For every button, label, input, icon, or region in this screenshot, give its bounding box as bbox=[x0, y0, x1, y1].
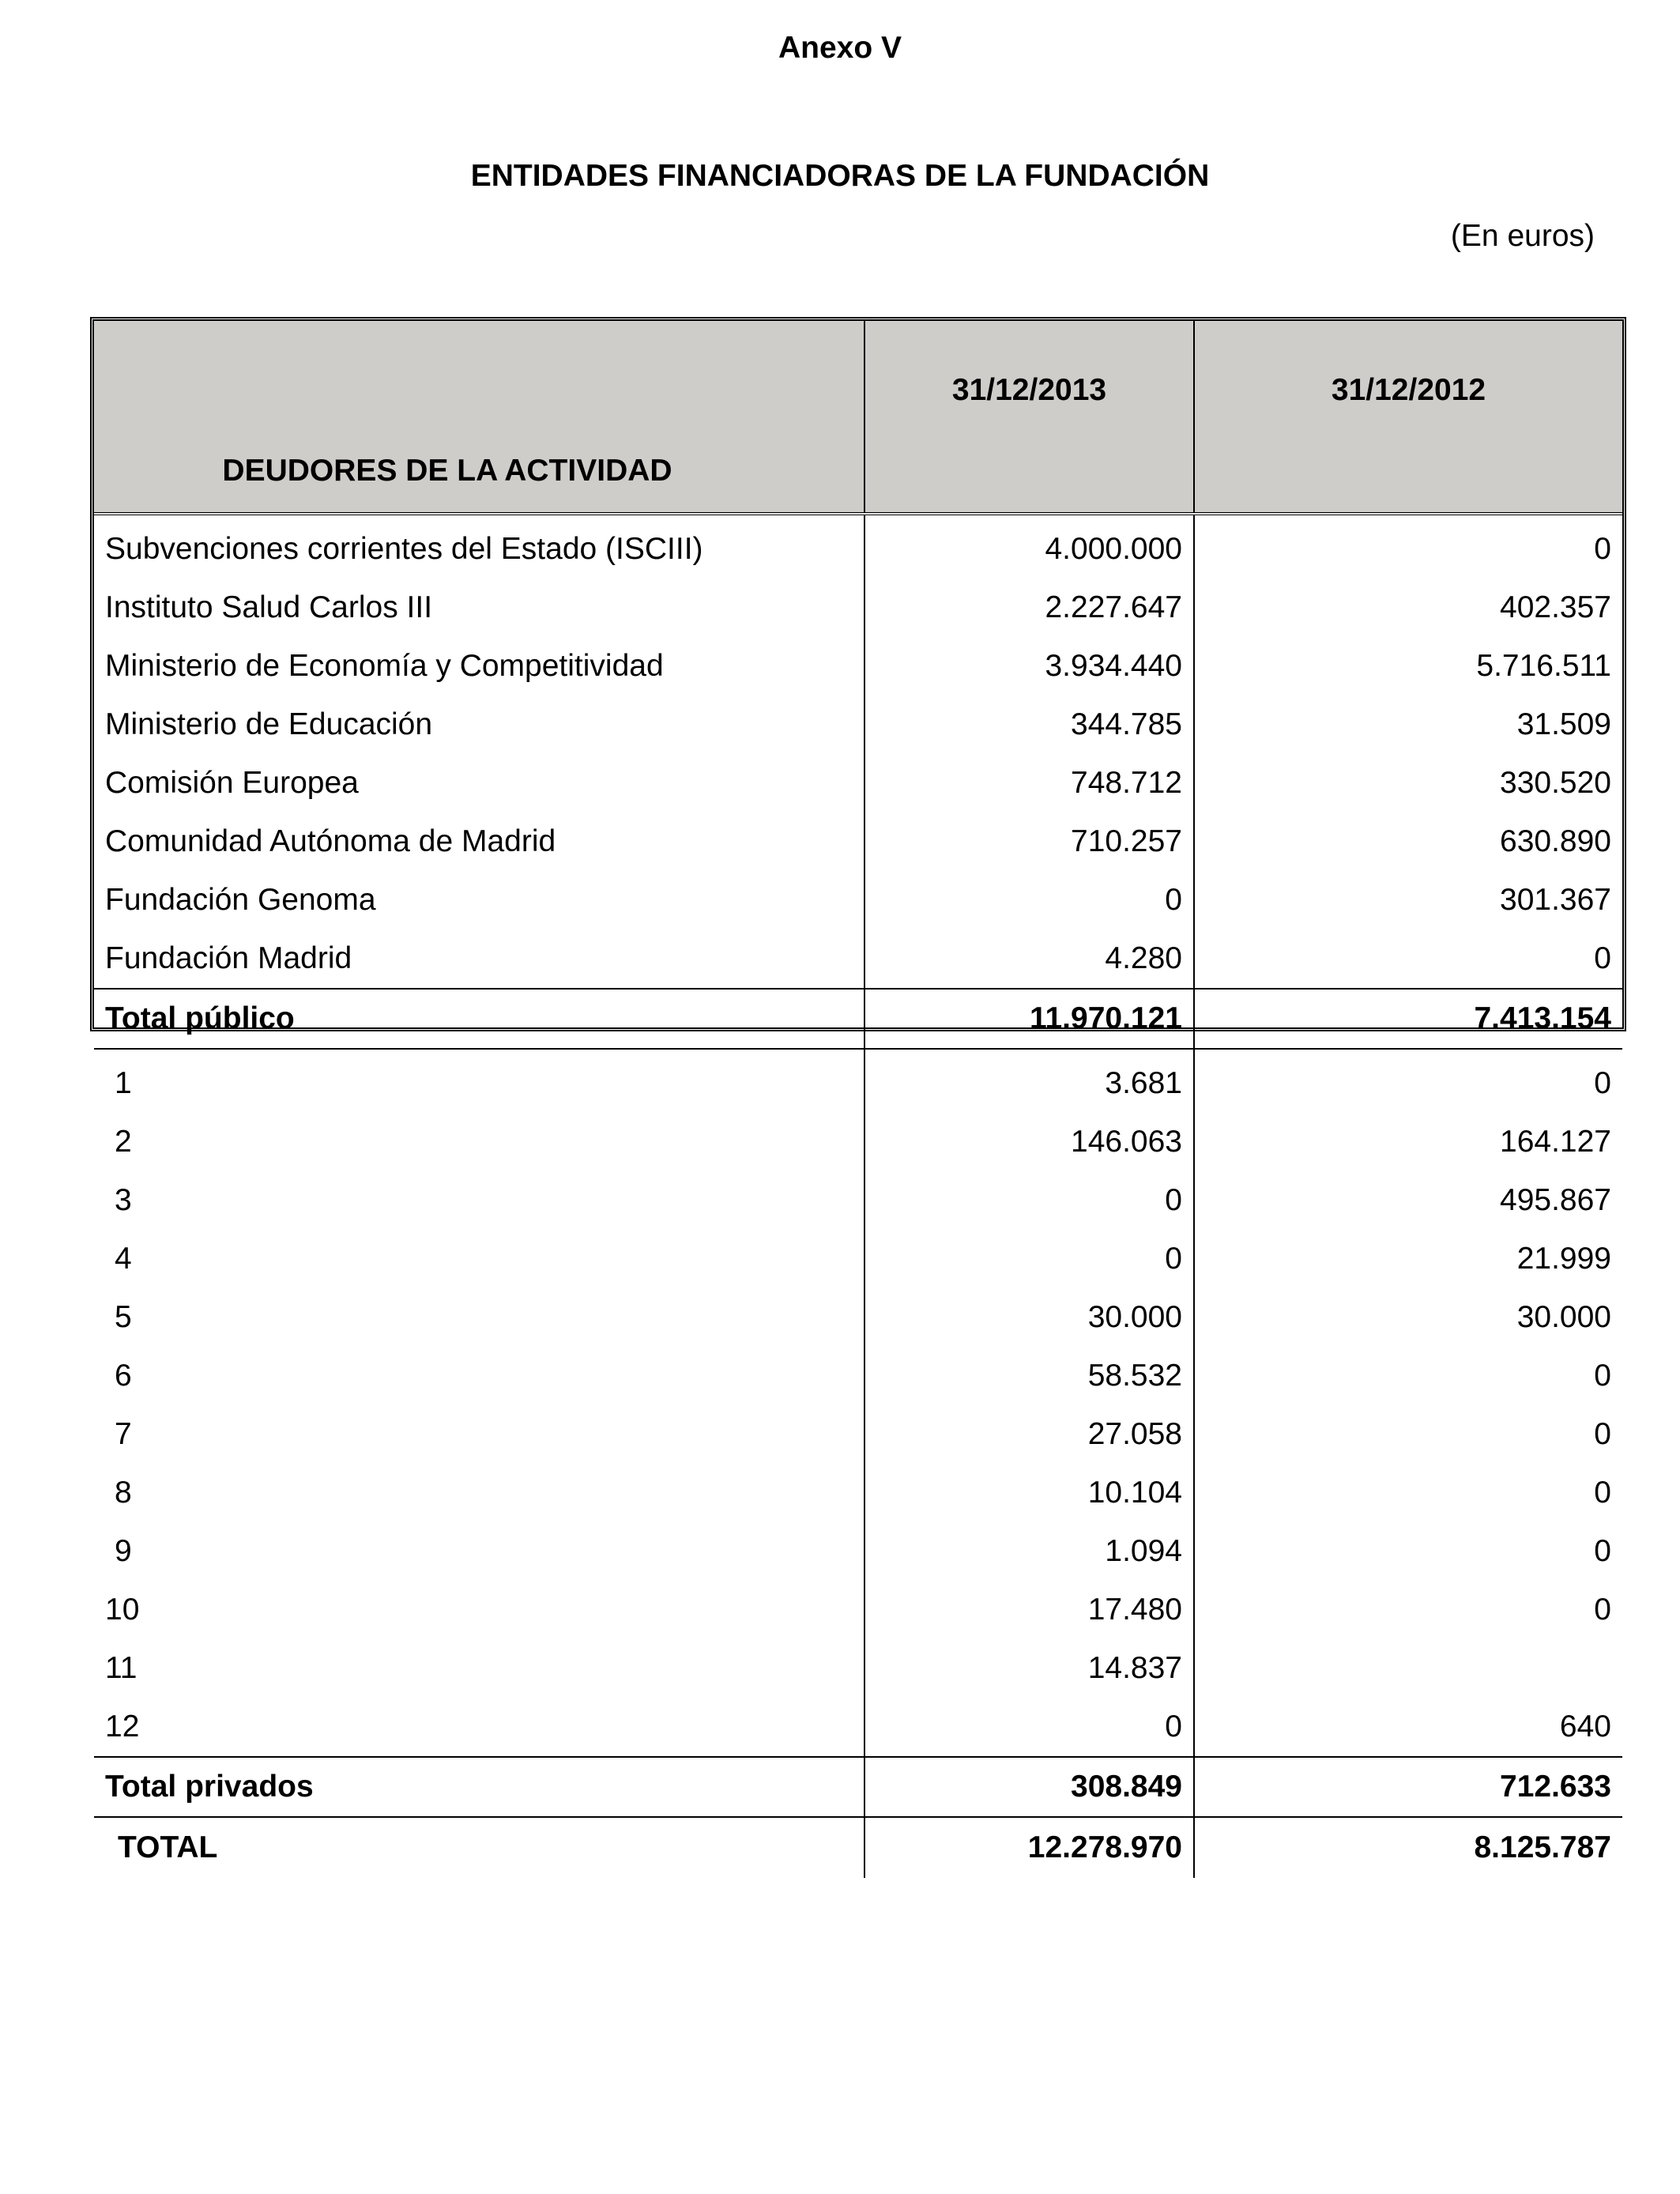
value-2013: 3.934.440 bbox=[864, 637, 1194, 696]
table-row bbox=[94, 1698, 1622, 1757]
table-row bbox=[94, 579, 1622, 637]
value-2013: 308.849 bbox=[864, 1757, 1194, 1817]
row-label: Subvenciones corrientes del Estado (ISCIII) bbox=[94, 514, 864, 579]
value-2012: 8.125.787 bbox=[1474, 1830, 1611, 1864]
value-2012: 5.716.511 bbox=[1476, 649, 1611, 683]
value-2013: 0 bbox=[864, 1698, 1194, 1757]
value-2012: 712.633 bbox=[1194, 1757, 1622, 1817]
value-2012: 30.000 bbox=[1516, 1300, 1611, 1334]
row-label: 12 bbox=[94, 1698, 864, 1757]
value-2013: 30.000 bbox=[864, 1288, 1194, 1347]
value-2012: 402.357 bbox=[1500, 590, 1611, 624]
total-private-row bbox=[94, 1757, 1622, 1817]
row-label: 7 bbox=[94, 1405, 864, 1464]
value-2013: 58.532 bbox=[864, 1347, 1194, 1405]
table-row bbox=[94, 1113, 1622, 1171]
value-2012: 31.509 bbox=[1516, 707, 1611, 741]
value-2013: 0 bbox=[864, 871, 1194, 929]
column-header-2012: 31/12/2012 bbox=[1194, 321, 1622, 514]
table-header-row bbox=[94, 321, 1622, 514]
row-label: Comisión Europea bbox=[94, 754, 864, 812]
row-label: Fundación Genoma bbox=[94, 871, 864, 929]
table-row bbox=[94, 1464, 1622, 1522]
table-row bbox=[94, 1049, 1622, 1113]
value-2012: 7.413.154 bbox=[1194, 989, 1622, 1049]
value-2013: 27.058 bbox=[864, 1405, 1194, 1464]
row-label: Ministerio de Economía y Competitividad bbox=[94, 637, 864, 696]
value-2013: 0 bbox=[864, 1171, 1194, 1230]
table-row bbox=[94, 696, 1622, 754]
row-label: 6 bbox=[94, 1347, 864, 1405]
value-2013: 14.837 bbox=[864, 1639, 1194, 1698]
row-label: 8 bbox=[94, 1464, 864, 1522]
table-row bbox=[94, 1347, 1622, 1405]
value-2012: 0 bbox=[1594, 1066, 1611, 1100]
table-row bbox=[94, 1405, 1622, 1464]
table-row bbox=[94, 1581, 1622, 1639]
row-label: Ministerio de Educación bbox=[94, 696, 864, 754]
value-2012: 21.999 bbox=[1516, 1242, 1611, 1276]
row-label: 5 bbox=[94, 1288, 864, 1347]
value-2012: 0 bbox=[1594, 1593, 1611, 1627]
financing-table-frame bbox=[90, 317, 1626, 1864]
row-label: 11 bbox=[94, 1639, 864, 1698]
row-label: Fundación Madrid bbox=[94, 929, 864, 989]
row-label: 3 bbox=[94, 1171, 864, 1230]
table-row bbox=[94, 812, 1622, 871]
value-2012: 0 bbox=[1594, 1476, 1611, 1510]
row-label: 2 bbox=[94, 1113, 864, 1171]
row-label: 1 bbox=[94, 1049, 864, 1113]
table-row bbox=[94, 1230, 1622, 1288]
table-row bbox=[94, 929, 1622, 989]
value-2012: 0 bbox=[1594, 1359, 1611, 1393]
value-2013: 12.278.970 bbox=[864, 1817, 1194, 1878]
value-2013: 0 bbox=[864, 1230, 1194, 1288]
value-2012: 630.890 bbox=[1500, 824, 1611, 858]
row-label: 9 bbox=[94, 1522, 864, 1581]
value-2013: 10.104 bbox=[864, 1464, 1194, 1522]
column-header-2013: 31/12/2013 bbox=[864, 321, 1194, 514]
value-2012: 0 bbox=[1594, 1534, 1611, 1568]
value-2013: 11.970.121 bbox=[864, 989, 1194, 1049]
value-2013: 344.785 bbox=[864, 696, 1194, 754]
value-2012: 301.367 bbox=[1500, 883, 1611, 917]
value-2013: 1.094 bbox=[864, 1522, 1194, 1581]
row-label: 10 bbox=[94, 1581, 864, 1639]
grand-total-row bbox=[94, 1817, 1622, 1878]
annex-label: Anexo V bbox=[778, 31, 902, 65]
value-2013: 4.280 bbox=[864, 929, 1194, 989]
column-header-concept: DEUDORES DE LA ACTIVIDAD bbox=[94, 321, 864, 514]
units-note: (En euros) bbox=[1450, 219, 1595, 253]
value-2013: 2.227.647 bbox=[864, 579, 1194, 637]
row-label: Total público bbox=[94, 989, 864, 1049]
table-body bbox=[94, 514, 1622, 1878]
row-label: TOTAL bbox=[94, 1817, 864, 1878]
table-row bbox=[94, 1171, 1622, 1230]
table-row bbox=[94, 871, 1622, 929]
financing-table bbox=[94, 321, 1622, 1878]
table-row bbox=[94, 1639, 1622, 1698]
value-2012: 495.867 bbox=[1500, 1183, 1611, 1217]
row-label: Comunidad Autónoma de Madrid bbox=[94, 812, 864, 871]
value-2012 bbox=[1194, 1639, 1622, 1698]
value-2013: 17.480 bbox=[864, 1581, 1194, 1639]
value-2012: 164.127 bbox=[1500, 1125, 1611, 1159]
total-public-row bbox=[94, 989, 1622, 1049]
table-row bbox=[94, 1522, 1622, 1581]
row-label: Total privados bbox=[94, 1757, 864, 1817]
value-2012: 0 bbox=[1594, 532, 1611, 566]
table-row bbox=[94, 514, 1622, 579]
value-2012: 0 bbox=[1594, 941, 1611, 975]
table-row bbox=[94, 637, 1622, 696]
value-2012: 0 bbox=[1594, 1417, 1611, 1451]
document-title: ENTIDADES FINANCIADORAS DE LA FUNDACIÓN bbox=[470, 159, 1210, 193]
row-label: Instituto Salud Carlos III bbox=[94, 579, 864, 637]
value-2013: 3.681 bbox=[864, 1049, 1194, 1113]
value-2013: 748.712 bbox=[864, 754, 1194, 812]
table-row bbox=[94, 754, 1622, 812]
value-2013: 710.257 bbox=[864, 812, 1194, 871]
table-row bbox=[94, 1288, 1622, 1347]
value-2013: 4.000.000 bbox=[864, 514, 1194, 579]
value-2012: 330.520 bbox=[1500, 766, 1611, 800]
value-2013: 146.063 bbox=[864, 1113, 1194, 1171]
row-label: 4 bbox=[94, 1230, 864, 1288]
value-2012: 640 bbox=[1559, 1710, 1611, 1744]
